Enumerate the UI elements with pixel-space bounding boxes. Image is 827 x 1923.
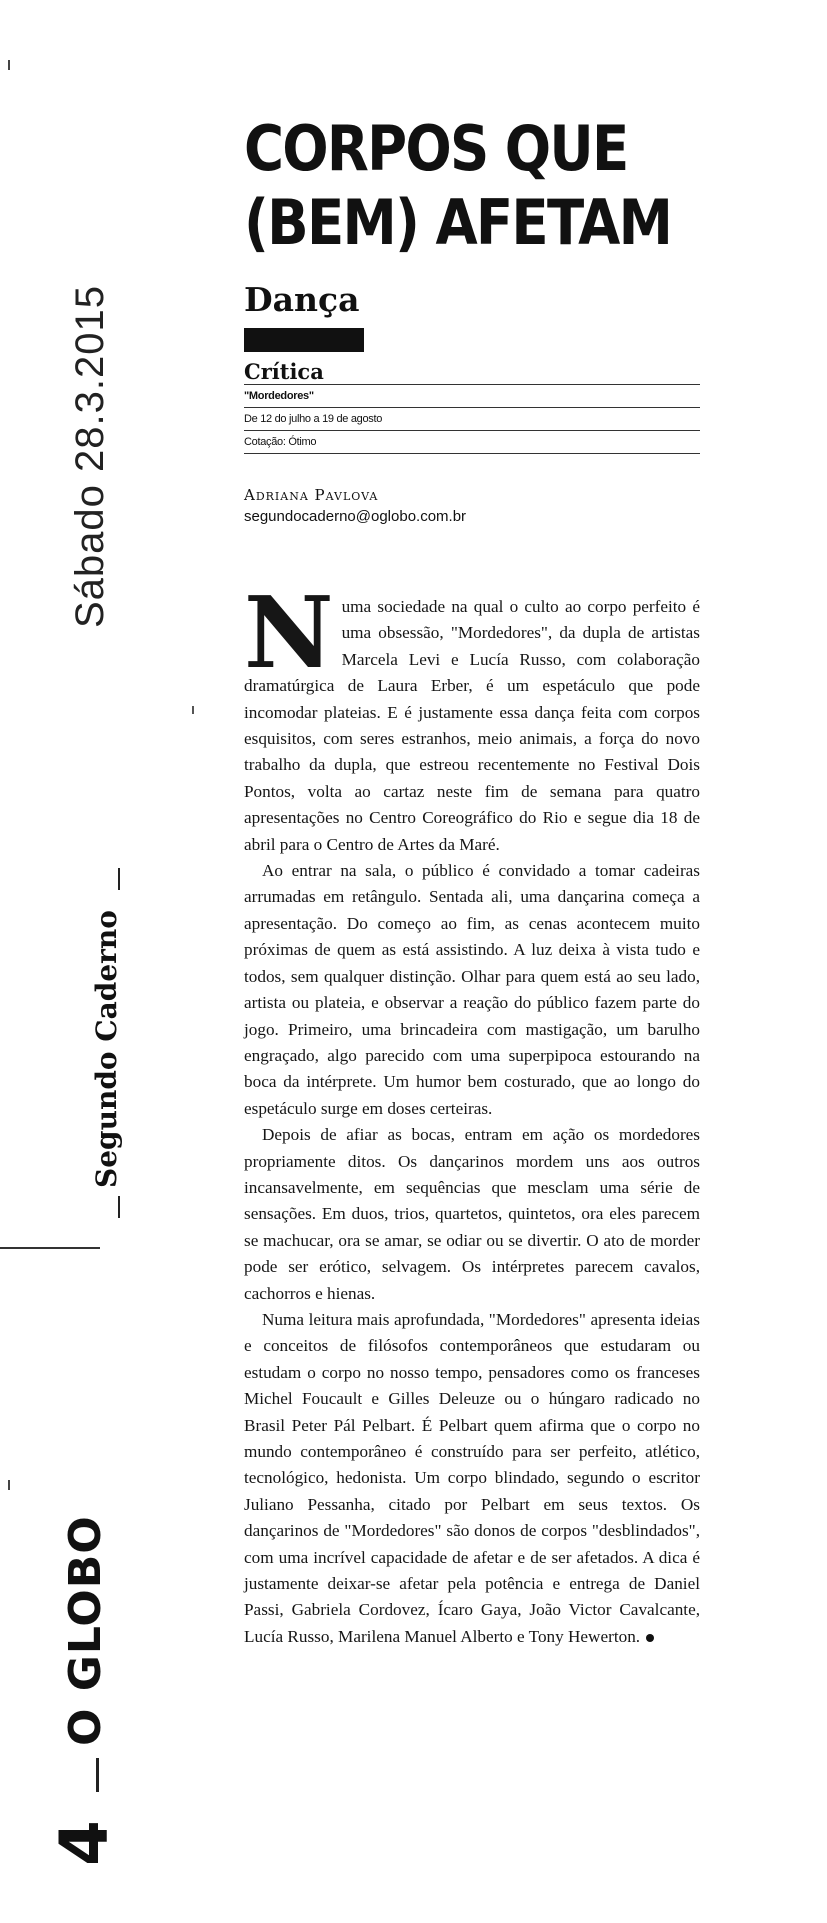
scan-mark [192,706,194,714]
margin-rule [0,1247,100,1249]
paragraph-text: uma sociedade na qual o culto ao corpo perfeito é uma obsessão, "Mordedores", da dupla de artistas Marcela Levi e Lucía Russo, com colaboração dramatúrgica de Laura Erber, é um espetáculo que pode incomodar plateias. E é justamente essa dança feita com corpos esquisitos, com seres estranhos, meio animais, a força do novo trabalho da dupla, que estreou recentemente no Festival Dois Pontos, volta ao cartaz neste fim de semana para quatro apresentações no Centro Coreográfico do Rio e segue dia 18 de abril para o Centro de Artes da Maré. [244,597,700,854]
paragraph-text: Numa leitura mais aprofundada, "Mordedores" apresenta ideias e conceitos de filósofos contemporâneos que estudaram ou estudam o corpo no nosso tempo, pensadores como os franceses Michel Foucault e Gilles Deleuze ou o húngaro radicado no Brasil Peter Pál Pelbart. É Pelbart quem afirma que o corpo no mundo contemporâneo é construído para ser perfeito, atlético, tecnológico, hedonista. Um corpo blindado, segundo o escritor Juliano Pessanha, citado por Pelbart em seus textos. Os dançarinos de "Mordedores" são donos de corpos "desblindados", com uma incrível capacidade de afetar e de ser afetados. A dica é justamente deixar-se afetar pela potência e entrega de Daniel Passi, Gabriela Cordovez, Ícaro Gaya, João Victor Cavalcante, Lucía Russo, Marilena Manuel Alberto e Tony Hewerton. [244,1309,700,1646]
scan-mark [8,60,10,70]
author-email: segundocaderno@oglobo.com.br [244,508,467,525]
kicker-bar [244,328,364,352]
headline-line: (BEM) AFETAM [244,186,672,259]
paragraph [244,1307,700,1650]
logo-divider [96,1758,99,1792]
byline [244,484,700,528]
show-rating: Cotação: Ótimo [244,436,317,448]
show-title: "Mordedores" [244,390,314,402]
drop-cap: N [244,576,334,691]
edition-date: Sábado 28.3.2015 [68,285,112,628]
paragraph: Depois de afiar as bocas, entram em ação os mordedores propriamente ditos. Os dançarinos mordem uns aos outros incansavelmente, em sequências que mesclam uma série de sensações. Em duos, trios, quartetos, quintetos, ora eles parecem se machucar, ora se amar, se odiar ou se divertir. O ato de morder pode ser erótico, selvagem. Os intérpretes parecem cavalos, cachorros e hienas. [244,1125,700,1303]
info-rule [244,453,700,454]
kicker: Dança [244,280,360,319]
article-body [244,576,700,1650]
section-name: Segundo Caderno [90,910,123,1188]
end-mark-icon [646,1634,654,1642]
show-dates: De 12 do julho a 19 de agosto [244,413,383,425]
section-divider-top [118,868,120,890]
newspaper-logo: O GLOBO [60,1515,111,1746]
scan-mark [8,1480,10,1490]
headline-line: CORPOS QUE [244,112,628,185]
article-header [244,112,700,528]
section-divider-bottom [118,1196,120,1218]
headline [244,112,672,260]
paragraph [244,576,700,858]
author-name: Adriana Pavlova [244,486,379,504]
page-number: 4 [46,1820,123,1866]
paragraph: Ao entrar na sala, o público é convidado a tomar cadeiras arrumadas em retângulo. Sentada ali, uma dançarina começa a apresentação. Do começo ao fim, as cenas acontecem muito próximas de quem as está assistindo. A luz deixa à vista tudo e todos, sem qualquer distinção. Olhar para quem está ao seu lado, artista ou plateia, e observar a reação do público fazem parte do jogo. Primeiro, uma brincadeira com mastigação, um barulho engraçado, algo parecido com uma superpipoca estourando na boca da intérprete. Um humor bem costurado, que ao longo do espetáculo surge em doses certeiras. [244,861,700,1118]
category-label: Crítica [244,359,324,384]
